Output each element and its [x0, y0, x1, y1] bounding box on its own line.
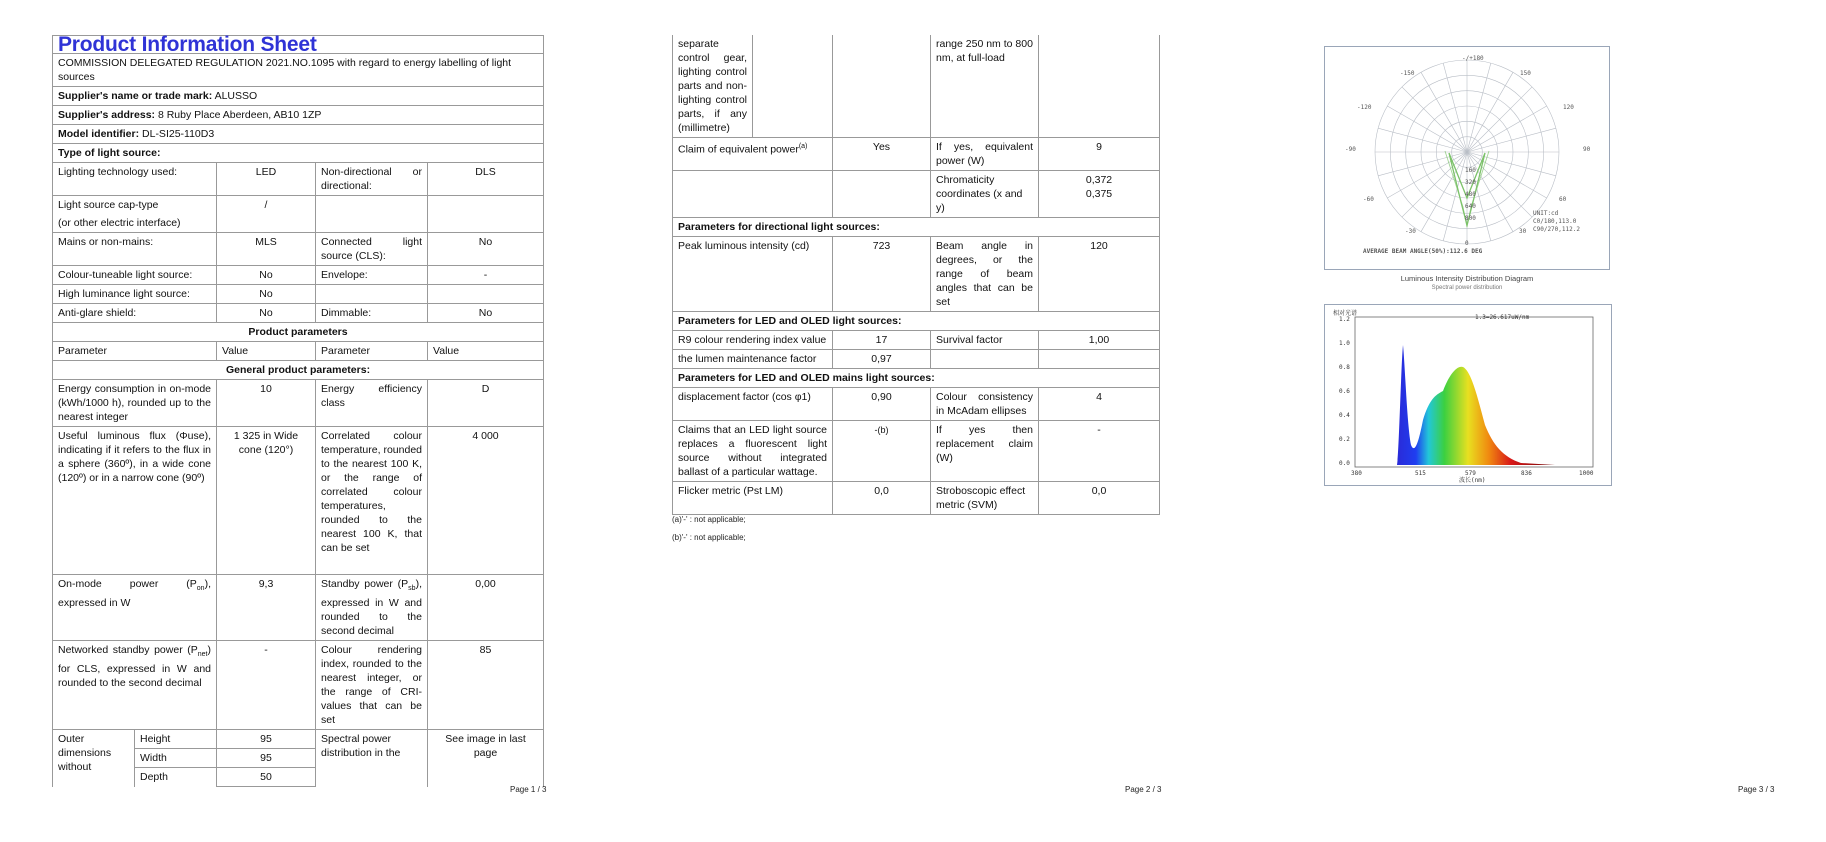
address-row: Supplier's address: 8 Ruby Place Aberdeen, AB10 1ZP [53, 106, 544, 125]
address-value: 8 Ruby Place Aberdeen, AB10 1ZP [157, 109, 322, 121]
polar-subcaption: Spectral power distribution [1431, 285, 1503, 291]
polar-spoke [1421, 152, 1467, 232]
x-axis-label: 波长(nm) [1459, 477, 1486, 484]
y-tick: 1.2 [1339, 316, 1350, 323]
y-tick: 1.0 [1339, 340, 1350, 347]
polar-angle-label: -120 [1357, 104, 1372, 111]
row-anti-glare: Anti-glare shield: No Dimmable: No [53, 304, 544, 323]
product-parameters-heading: Product parameters [53, 323, 544, 342]
polar-spoke [1402, 87, 1467, 152]
row-peak: Peak luminous intensity (cd) 723 Beam angle in degrees, or the range of beam angles that can be set 120 [673, 237, 1160, 312]
row-height: Outer dimensions without Height 95 Spectral power distribution in the See image in last page [53, 730, 544, 749]
y-tick: 0.2 [1339, 436, 1350, 443]
row-flicker: Flicker metric (Pst LM) 0,0 Stroboscopic effect metric (SVM) 0,0 [673, 482, 1160, 515]
column-header-row: Parameter Value Parameter Value [53, 342, 544, 361]
row-energy: Energy consumption in on-mode (kWh/1000 h), rounded up to the nearest integer 10 Energy efficiency class D [53, 380, 544, 427]
row-cap-type: Light source cap-type (or other electric interface) / [53, 196, 544, 233]
x-tick: 380 [1351, 470, 1362, 477]
x-tick: 579 [1465, 470, 1476, 477]
page-2 [610, 0, 1210, 842]
footnote-a: (a)'-' : not applicable; [672, 515, 746, 524]
polar-spoke [1467, 87, 1532, 152]
row-width: Width 95 [53, 749, 544, 768]
polar-angle-label: -90 [1345, 146, 1356, 153]
y-tick: 0.4 [1339, 412, 1350, 419]
row-colour-tuneable: Colour-tuneable light source: No Envelope: - [53, 266, 544, 285]
row-continuation: separate control gear, lighting control parts and non-lighting control parts, if any (millimetre) range 250 nm to 800 nm, at full-load [673, 35, 1160, 138]
x-tick: 836 [1521, 470, 1532, 477]
polar-angle-label: 0 [1465, 240, 1469, 247]
general-parameters-heading: General product parameters: [53, 361, 544, 380]
polar-spoke [1467, 106, 1547, 152]
polar-angle-label: 120 [1563, 104, 1574, 111]
row-lighting-tech: Lighting technology used: LED Non-directional or directional: DLS [53, 163, 544, 196]
polar-ring-label: 800 [1465, 215, 1476, 222]
spectrum-curve [1397, 345, 1555, 465]
footnote-b: (b)'-' : not applicable; [672, 533, 746, 542]
type-heading: Type of light source: [53, 144, 544, 163]
row-equivalent-power: Claim of equivalent power$^{(a)}$ Yes If yes, equivalent power (W) 9 [673, 138, 1160, 171]
polar-ring-label: 320 [1465, 179, 1476, 186]
row-power: On-mode power $(P_{on})$, expressed in W 9,3 Standby power $(P_{sb})$, expressed in W and rounded to the second decimal 0,00 [53, 575, 544, 641]
page-title: Product Information Sheet [53, 36, 544, 54]
y-tick: 0.8 [1339, 364, 1350, 371]
polar-angle-label: 90 [1583, 146, 1591, 153]
page-number: Page 3 / 3 [1738, 785, 1775, 794]
row-claims: Claims that an LED light source replaces a fluorescent light source without integrated ballast of a particular wattage. -(b) If yes then replacement claim (W) - [673, 421, 1160, 482]
polar-spoke [1421, 72, 1467, 152]
polar-ring-label: 160 [1465, 167, 1476, 174]
row-chromaticity: Chromaticity coordinates (x and y) 0,372 0,375 [673, 171, 1160, 218]
y-tick: 0.0 [1339, 460, 1350, 467]
spectrum-header: 相对光谱 [1333, 310, 1358, 317]
regulation-text: COMMISSION DELEGATED REGULATION 2021.NO.1095 with regard to energy labelling of light sources [53, 54, 544, 87]
row-lumen: the lumen maintenance factor 0,97 [673, 350, 1160, 369]
row-mains: Mains or non-mains: MLS Connected light source (CLS): No [53, 233, 544, 266]
row-flux: Useful luminous flux (Φuse), indicating if it refers to the flux in a sphere (360º), in a wide cone (120º) or in a narrow cone (90º) 1 325 in Wide cone (120°) Correlated colour temperature, rounded to the nearest 100 K, or the range of correlated colour temperatures, rounded to the nearest 100 K, that can be set 4 000 [53, 427, 544, 575]
polar-c90-label: C90/270,112.2 [1533, 226, 1580, 233]
polar-ring-label: 480 [1465, 191, 1476, 198]
polar-angle-label: 60 [1559, 196, 1567, 203]
model-row: Model identifier: DL-SI25-110D3 [53, 125, 544, 144]
model-value: DL-SI25-110D3 [142, 128, 215, 140]
mains-heading: Parameters for LED and OLED mains light sources: [673, 369, 1160, 388]
polar-angle-label: 150 [1520, 70, 1531, 77]
polar-ring-label: 640 [1465, 203, 1476, 210]
polar-angle-label: -150 [1400, 70, 1415, 77]
row-displacement: displacement factor (cos φ1) 0,90 Colour consistency in McAdam ellipses 4 [673, 388, 1160, 421]
page-1 [0, 0, 560, 842]
row-high-luminance: High luminance light source: No [53, 285, 544, 304]
page-number: Page 1 / 3 [510, 785, 547, 794]
polar-diagram-figure [1324, 46, 1610, 270]
polar-diagram [1325, 47, 1609, 269]
page-number: Page 2 / 3 [1125, 785, 1162, 794]
x-tick: 515 [1415, 470, 1426, 477]
polar-c0-label: C0/180,113.0 [1533, 218, 1577, 225]
polar-unit-label: UNIT:cd [1533, 210, 1559, 217]
product-info-table-page1 [52, 35, 544, 787]
supplier-row: Supplier's name or trade mark: ALUSSO [53, 87, 544, 106]
polar-top-label: -/+180 [1462, 55, 1484, 62]
polar-spoke [1387, 106, 1467, 152]
spectrum-chart [1325, 305, 1611, 485]
polar-angle-label: -30 [1405, 228, 1416, 235]
polar-angle-label: 30 [1519, 228, 1527, 235]
spectrum-formula: 1.3=26.617uW/nm [1475, 314, 1530, 321]
page-3 [1230, 0, 1826, 842]
x-tick: 1000 [1579, 470, 1594, 477]
led-heading: Parameters for LED and OLED light sources: [673, 312, 1160, 331]
polar-spoke [1467, 72, 1513, 152]
spectrum-figure [1324, 304, 1612, 486]
row-r9: R9 colour rendering index value 17 Survival factor 1,00 [673, 331, 1160, 350]
row-depth: Depth 50 [53, 768, 544, 787]
polar-caption: Luminous Intensity Distribution Diagram [1400, 274, 1534, 283]
polar-angle-label: -60 [1363, 196, 1374, 203]
y-tick: 0.6 [1339, 388, 1350, 395]
row-networked: Networked standby power $(P_{net})$ for CLS, expressed in W and rounded to the second decimal - Colour rendering index, rounded to the nearest integer, or the range of CRI-values that can be set 85 [53, 641, 544, 730]
polar-average-label: AVERAGE BEAM ANGLE(50%):112.6 DEG [1363, 248, 1483, 255]
directional-heading: Parameters for directional light sources: [673, 218, 1160, 237]
supplier-value: ALUSSO [214, 90, 258, 102]
product-info-table-page2 [672, 35, 1160, 515]
